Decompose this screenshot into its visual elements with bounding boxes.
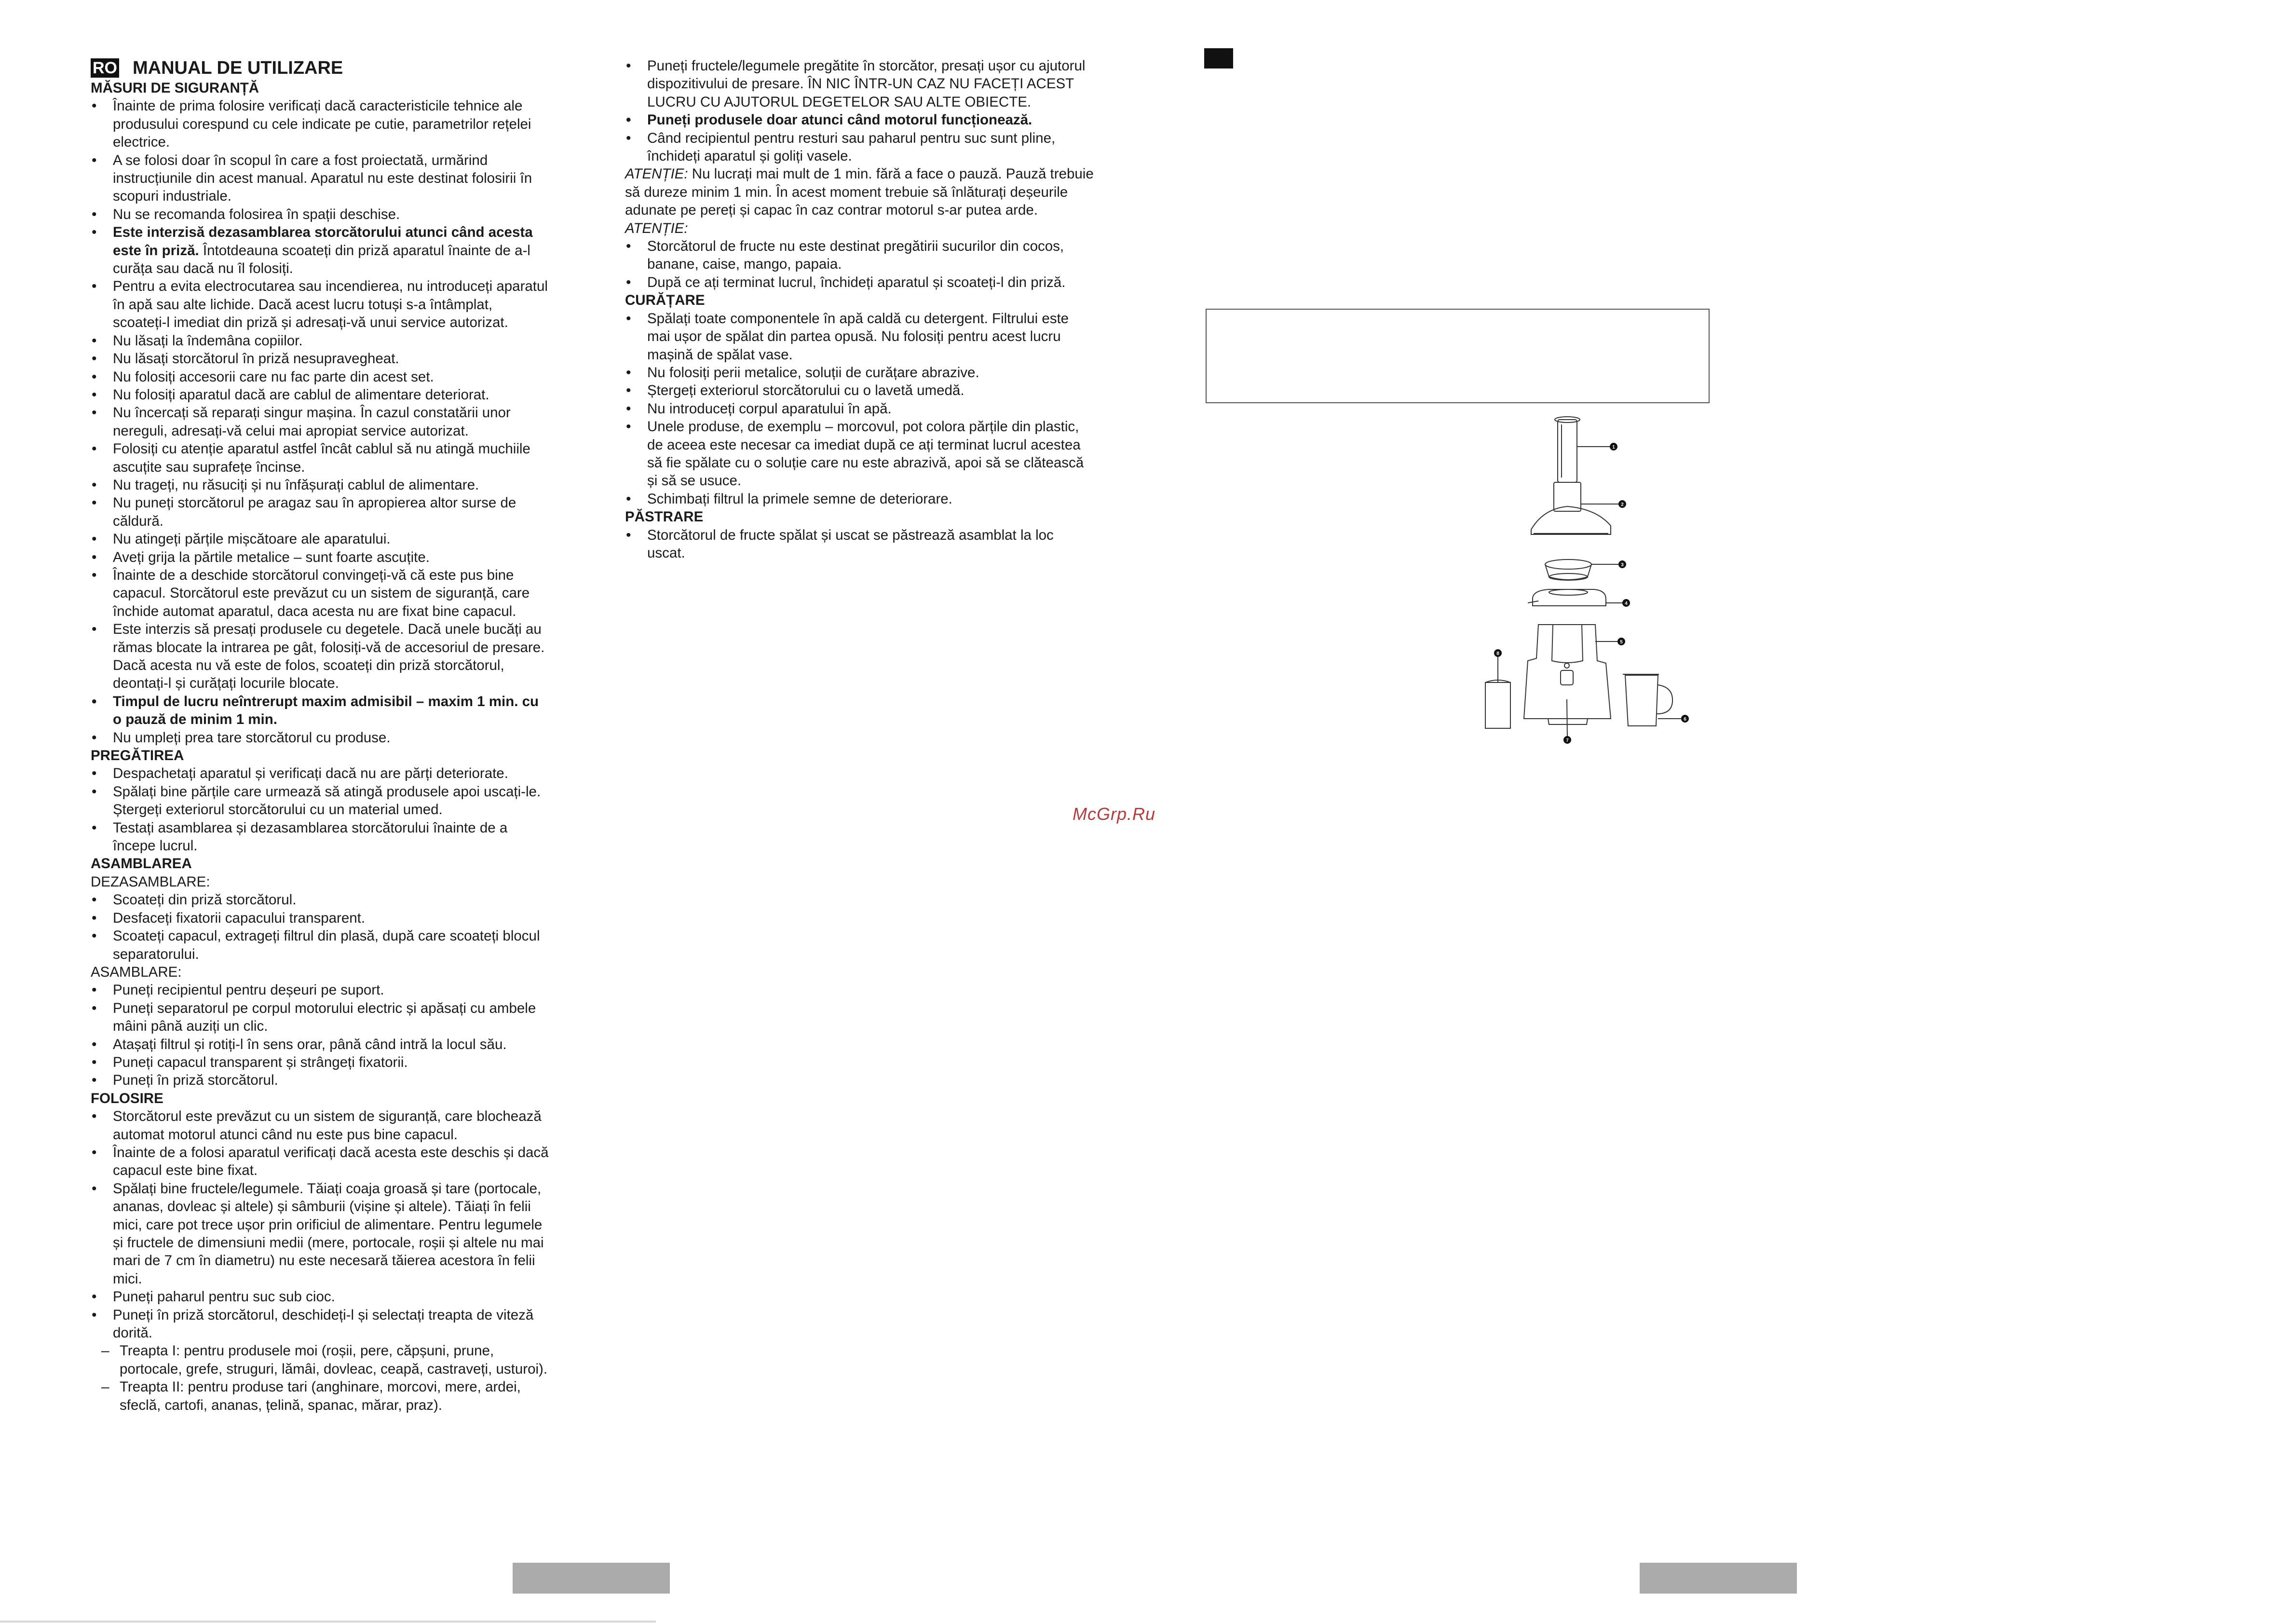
list-item: • Când recipientul pentru resturi sau paharul pentru suc sunt pline, închideți aparatul și goliți vasele. [625, 129, 1095, 165]
disassembly-text: Întotdeauna scoateți din priză aparatul înainte de a-l curăța sau dacă nu îl folosiți. [113, 242, 530, 277]
language-badge: RO [91, 58, 119, 78]
disassembly-list [91, 891, 549, 963]
list-item: • Nu folosiți accesorii care nu fac parte din acest set. [91, 368, 549, 386]
list-item: • Nu lăsați storcătorul în priză nesupravegheat. [91, 350, 549, 368]
callout-label: 2 [1621, 502, 1624, 507]
list-item: • Storcătorul de fructe nu este destinat pregătirii sucurilor din cocos, banane, caise, mango, papaia. [625, 237, 1095, 273]
pulp-container-part [1485, 680, 1510, 728]
disassembly-label: DEZASAMBLARE: [91, 873, 210, 890]
list-item: • Storcătorul de fructe spălat și uscat se păstrează asamblat la loc uscat. [625, 526, 1095, 562]
list-item: • Nu atingeți părțile mișcătoare ale aparatului. [91, 530, 549, 548]
list-item: • Despachetați aparatul și verificați dacă nu are părți deteriorate. [91, 764, 549, 782]
watermark: McGrp.Ru [1073, 804, 1156, 824]
list-item: • A se folosi doar în scopul în care a fost proiectată, urmărind instrucțiunile din acest manual. Aparatul nu este destinat folosirii în scopuri industriale. [91, 151, 549, 205]
list-item: • Înainte de a deschide storcătorul convingeți-vă că este pus bine capacul. Storcătorul este prevăzut cu un sistem de siguranță, care închide automat aparatul, daca acesta nu are fixat bine capacul. [91, 566, 549, 620]
list-item: • Schimbați filtrul la primele semne de deteriorare. [625, 490, 1095, 508]
left-column [91, 57, 549, 1414]
list-item: • Storcătorul este prevăzut cu un sistem de siguranță, care blochează automat motorul atunci când nu este pus bine capacul. [91, 1107, 549, 1144]
use-continued-list [625, 57, 1095, 165]
right-text-column [625, 57, 1095, 562]
list-item: • Puneți separatorul pe corpul motorului electric și apăsați cu ambele mâini până auziți un clic. [91, 999, 549, 1036]
lid-part [1531, 482, 1611, 534]
storage-list [625, 526, 1095, 562]
list-item: • Desfaceți fixatorii capacului transparent. [91, 909, 549, 927]
list-item: • Nu folosiți perii metalice, soluții de curățare abrazive. [625, 364, 1095, 382]
assembly-heading: ASAMBLAREA [91, 856, 192, 872]
callout-label: 8 [1496, 651, 1499, 656]
disassembly-warning: Este interzisă dezasamblarea storcătorului atunci când acesta este în priză. [113, 224, 533, 259]
language-badge-blank [1204, 48, 1233, 68]
page-number-bar-left [513, 1563, 670, 1594]
list-item: • Puneți fructele/legumele pregătite în storcător, presați ușor cu ajutorul dispozitivului de presare. ÎN NIC ÎNTR-UN CAZ NU FACEȚI ACEST LUCRU CU AJUTORUL DEGETELOR SAU ALTE OBIECTE. [625, 57, 1095, 111]
list-item [91, 223, 549, 277]
list-item: • Aveți grija la părtile metalice – sunt foarte ascuțite. [91, 548, 549, 566]
list-item: – Treapta II: pentru produse tari (anghinare, morcovi, mere, ardei, sfeclă, cartofi, ananas, țelină, spanac, mărar, praz). [91, 1378, 549, 1414]
callout-label: 6 [1684, 717, 1686, 722]
page-title: MANUAL DE UTILIZARE [133, 58, 343, 78]
list-item: • Testați asamblarea și dezasamblarea storcătorului înainte de a începe lucrul. [91, 819, 549, 855]
use-heading: FOLOSIRE [91, 1090, 163, 1106]
list-item: • Spălați toate componentele în apă caldă cu detergent. Filtrului este mai ușor de spălat din partea opusă. Nu folosiți pentru acest lucru mașină de spălat vase. [625, 310, 1095, 364]
cleaning-list [625, 310, 1095, 508]
cleaning-heading: CURĂȚARE [625, 292, 705, 309]
list-item: • Nu lăsați la îndemâna copiilor. [91, 332, 549, 350]
safety-list [91, 97, 549, 747]
list-item: • Unele produse, de exemplu – morcovul, pot colora părțile din plastic, de aceea este necesar ca imediat după ce ați terminat lucrul acestea să fie spălate cu o soluție care nu este abrazivă, apoi să se clătească și să se usuce. [625, 418, 1095, 490]
list-item: • Scoateți capacul, extrageți filtrul din plasă, după care scoateți blocul separatorului. [91, 927, 549, 963]
list-item: • Puneți recipientul pentru deșeuri pe suport. [91, 981, 549, 999]
attention-note [625, 165, 1095, 219]
callout-label: 7 [1566, 738, 1569, 743]
list-item: • Puneți produsele doar atunci când motorul funcționează. [625, 111, 1095, 129]
list-item: • Spălați bine părțile care urmează să atingă produsele apoi uscați-le. Ștergeți exteriorul storcătorului cu un material umed. [91, 783, 549, 819]
attention-text: Nu lucrați mai mult de 1 min. fără a face o pauză. Pauză trebuie să dureze minim 1 min. În acest moment trebuie să înlăturați deșeurile adunate pe pereți și capac în caz contrar motorul s-ar putea arde. [625, 166, 1094, 218]
list-item: • Spălați bine fructele/legumele. Tăiați coaja groasă și tare (portocale, ananas, dovleac și altele) și sâmburii (vișine și altele). Tăiați în felii mici, care pot trece ușor prin orificiul de alimentare. Pentru legumele și fructele de dimensiuni medii (mere, portocale, roșii și altele nu mai mari de 7 cm în diametru) nu este necesară tăierea acestora în felii mici. [91, 1180, 549, 1288]
list-item: • Folosiți cu atenție aparatul astfel încât cablul să nu atingă muchiile ascuțite sau suprafețe încinse. [91, 440, 549, 476]
assembly-label: ASAMBLARE: [91, 964, 182, 980]
list-item: • Puneți paharul pentru suc sub cioc. [91, 1288, 549, 1306]
list-item: • Timpul de lucru neîntrerupt maxim admisibil – maxim 1 min. cu o pauză de minim 1 min. [91, 693, 549, 729]
list-item: • Este interzis să presați produsele cu degetele. Dacă unele bucăți au rămas blocate la intrarea pe gât, folosiți-vă de accesoriul de presare. Dacă acesta nu vă este de folos, scoateți din priză storcătorul, deontați-l și curățați locurile blocate. [91, 620, 549, 693]
bottom-divider [0, 1621, 656, 1623]
list-item: • Nu introduceți corpul aparatului în apă. [625, 400, 1095, 418]
list-item: • Nu trageți, nu răsuciți și nu înfășurați cablul de alimentare. [91, 476, 549, 494]
empty-frame [1206, 309, 1710, 403]
page-number-bar-right [1640, 1563, 1797, 1594]
list-item: • După ce ați terminat lucrul, închideți aparatul și scoateți-l din priză. [625, 273, 1095, 291]
callout-markers [1494, 443, 1689, 744]
list-item: • Nu umpleți prea tare storcătorul cu produse. [91, 729, 549, 747]
list-item: • Scoateți din priză storcătorul. [91, 891, 549, 909]
list-item: • Nu încercați să reparați singur mașina. În cazul constatării unor nereguli, adresați-vă celui mai apropiat service autorizat. [91, 404, 549, 440]
assembly-list [91, 981, 549, 1089]
storage-heading: PĂSTRARE [625, 509, 704, 525]
list-item: • Înainte de prima folosire verificați dacă caracteristicile tehnice ale produsului corespund cu cele indicate pe cutie, parametrilor rețelei electrice. [91, 97, 549, 151]
prep-list [91, 764, 549, 855]
list-item: • Atașați filtrul și rotiți-l în sens orar, până când intră la locul său. [91, 1036, 549, 1053]
list-item: • Nu puneți storcătorul pe aragaz sau în apropierea altor surse de căldură. [91, 494, 549, 530]
callout-label: 3 [1621, 562, 1624, 568]
speed-list [91, 1342, 549, 1414]
juicer-diagram [1466, 410, 1698, 748]
attention-label: ATENȚIE: [625, 166, 688, 182]
manual-title [91, 57, 549, 79]
use-list [91, 1107, 549, 1342]
callout-label: 1 [1612, 445, 1615, 450]
list-item: – Treapta I: pentru produsele moi (roșii, pere, căpșuni, prune, portocale, grefe, struguri, lămâi, dovleac, ceapă, castraveți, usturoi). [91, 1342, 549, 1378]
list-item: • Puneți în priză storcătorul. [91, 1071, 549, 1089]
list-item: • Puneți în priză storcătorul, deschideți-l și selectați treapta de viteză dorită. [91, 1306, 549, 1342]
safety-heading: MĂSURI DE SIGURANȚĂ [91, 80, 259, 96]
list-item: • Puneți capacul transparent și strângeți fixatorii. [91, 1053, 549, 1071]
list-item: • Ștergeți exteriorul storcătorului cu o lavetă umedă. [625, 382, 1095, 399]
list-item: • Nu se recomanda folosirea în spații deschise. [91, 205, 549, 223]
callout-label: 4 [1625, 601, 1628, 606]
juice-jug-part [1623, 674, 1672, 726]
callout-label: 5 [1620, 640, 1623, 645]
pusher-part [1555, 417, 1580, 482]
prep-heading: PREGĂTIREA [91, 748, 184, 764]
separator-part [1528, 589, 1606, 606]
list-item: • Nu folosiți aparatul dacă are cablul de alimentare deteriorat. [91, 386, 549, 404]
attention-label-2: ATENȚIE: [625, 220, 688, 236]
filter-part [1545, 559, 1591, 580]
list-item: • Înainte de a folosi aparatul verificați dacă acesta este deschis și dacă capacul este bine fixat. [91, 1144, 549, 1180]
attention-list [625, 237, 1095, 291]
list-item: • Pentru a evita electrocutarea sau incendierea, nu introduceți aparatul în apă sau alte lichide. Dacă acest lucru totuși s-a întâmplat, scoateți-l imediat din priză și adresați-vă unui service autorizat. [91, 277, 549, 331]
